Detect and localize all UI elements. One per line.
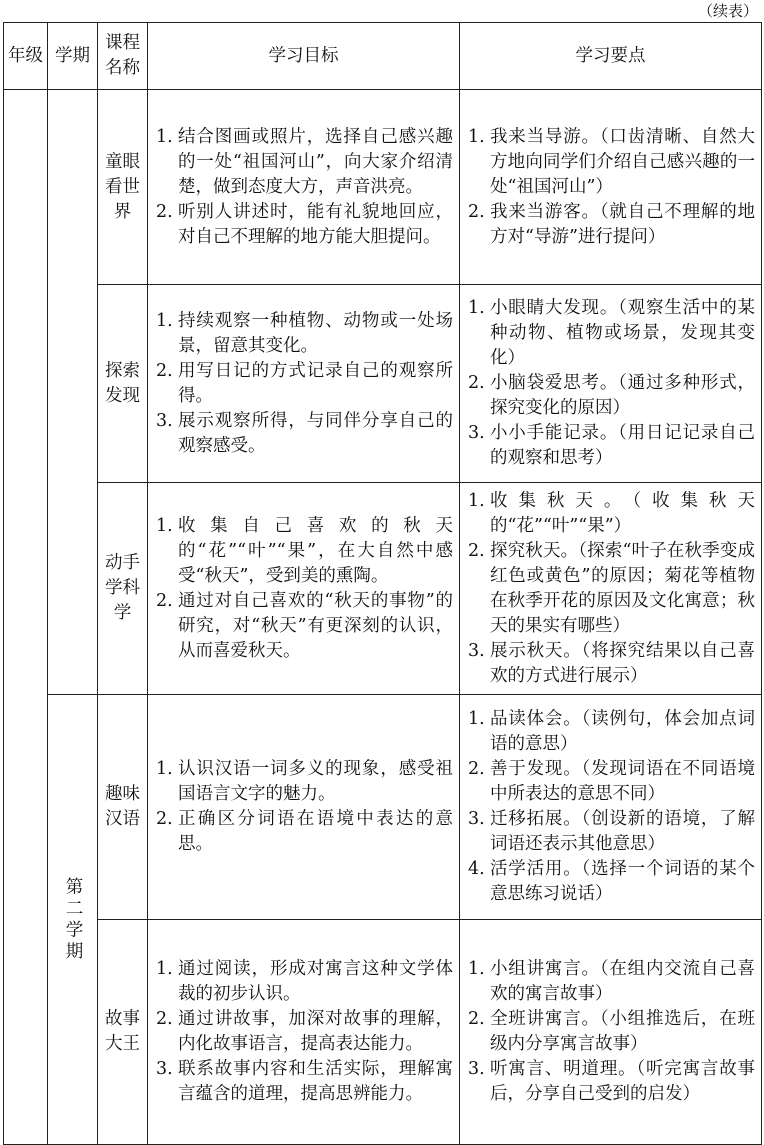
item-number: 1.	[468, 298, 485, 318]
points-cell	[460, 483, 762, 695]
item-number: 1.	[156, 126, 173, 147]
item-number: 2.	[156, 201, 173, 222]
item-text: 收集自己喜欢的秋天的“花”“叶”“果”，在大自然中感受“秋天”，受到美的熏陶。	[178, 515, 453, 586]
item-number: 1.	[468, 490, 485, 511]
list-item	[468, 371, 755, 421]
list-item	[468, 200, 755, 250]
list-item	[468, 757, 755, 807]
item-text: 用写日记的方式记录自己的观察所得。	[178, 360, 453, 406]
item-text: 我来当游客。（就自己不理解的地方对“导游”进行提问）	[490, 201, 755, 247]
item-number: 3.	[468, 809, 485, 829]
goals-cell	[148, 920, 460, 1145]
item-text: 通过对自己喜欢的“秋天的事物”的研究，对“秋天”有更深刻的认识，从而喜爱秋天。	[178, 590, 453, 661]
term2-label: 第二学期	[63, 876, 83, 963]
list-item	[156, 309, 453, 359]
item-number: 2.	[156, 590, 173, 611]
table-row	[4, 695, 762, 920]
course-name: 童眼看世界	[98, 90, 148, 285]
goals-cell	[148, 90, 460, 285]
item-text: 通过讲故事，加深对故事的理解，内化故事语言，提高表达能力。	[178, 1009, 453, 1054]
item-text: 正确区分词语在语境中表达的意思。	[178, 809, 453, 854]
item-number: 2.	[156, 360, 173, 381]
item-text: 善于发现。（发现词语在不同语境中所表达的意思不同）	[490, 759, 755, 804]
table-row	[4, 285, 762, 483]
list-item	[156, 359, 453, 409]
item-text: 我来当导游。（口齿清晰、自然大方地向同学们介绍自己感兴趣的一处“祖国河山”）	[490, 126, 755, 197]
item-number: 1.	[468, 959, 485, 979]
item-number: 2.	[468, 759, 485, 779]
item-number: 2.	[468, 1009, 485, 1029]
list-item	[156, 589, 453, 664]
list-item	[156, 1007, 453, 1057]
list-item	[156, 514, 453, 589]
list-item	[468, 1057, 755, 1107]
list-item	[468, 957, 755, 1007]
item-number: 3.	[156, 1059, 173, 1079]
item-number: 2.	[468, 201, 485, 222]
item-number: 2.	[156, 809, 173, 829]
header-term: 学期	[48, 23, 98, 90]
item-text: 品读体会。（读例句，体会加点词语的意思）	[490, 709, 755, 754]
list-item	[468, 707, 755, 757]
goals-cell	[148, 285, 460, 483]
item-text: 小眼睛大发现。（观察生活中的某种动物、植物或场景，发现其变化）	[490, 298, 755, 368]
list-item	[468, 539, 755, 639]
item-text: 听寓言、明道理。（听完寓言故事后，分享自己受到的启发）	[490, 1059, 755, 1104]
item-text: 认识汉语一词多义的现象，感受祖国语言文字的魅力。	[178, 759, 453, 804]
item-number: 2.	[156, 1009, 173, 1029]
header-points: 学习要点	[460, 23, 762, 90]
header-grade: 年级	[4, 23, 48, 90]
item-number: 1.	[156, 310, 173, 331]
course-name: 动手学科学	[98, 483, 148, 695]
item-text: 活学活用。（选择一个词语的某个意思练习说话）	[490, 859, 755, 904]
item-text: 通过阅读，形成对寓言这种文学体裁的初步认识。	[178, 959, 453, 1004]
list-item	[156, 409, 453, 459]
table-row	[4, 920, 762, 1145]
item-text: 收集秋天。（收集秋天的“花”“叶”“果”）	[490, 490, 755, 536]
item-number: 3.	[156, 410, 173, 431]
course-name: 趣味汉语	[98, 695, 148, 920]
table-row	[4, 90, 762, 285]
item-number: 1.	[156, 959, 173, 979]
item-number: 1.	[156, 515, 173, 536]
list-item	[156, 200, 453, 250]
points-cell	[460, 285, 762, 483]
list-item	[468, 857, 755, 907]
item-text: 小组讲寓言。（在组内交流自己喜欢的寓言故事）	[490, 959, 755, 1004]
curriculum-table	[3, 22, 762, 1145]
item-text: 结合图画或照片，选择自己感兴趣的一处“祖国河山”，向大家介绍清楚，做到态度大方，声音洪亮。	[178, 126, 453, 197]
list-item	[156, 957, 453, 1007]
term1-cell	[48, 90, 98, 695]
item-text: 全班讲寓言。（小组推选后，在班级内分享寓言故事）	[490, 1009, 755, 1054]
item-text: 展示秋天。（将探究结果以自己喜欢的方式进行展示）	[490, 640, 755, 686]
item-number: 2.	[468, 373, 485, 393]
points-cell	[460, 695, 762, 920]
grade-cell	[4, 90, 48, 1145]
list-item	[156, 125, 453, 200]
item-text: 展示观察所得，与同伴分享自己的观察感受。	[178, 410, 453, 456]
list-item	[468, 807, 755, 857]
item-number: 3.	[468, 1059, 485, 1079]
list-item	[156, 807, 453, 857]
course-name: 故事大王	[98, 920, 148, 1145]
points-cell	[460, 90, 762, 285]
continued-label: （续表）	[697, 2, 758, 20]
item-text: 联系故事内容和生活实际，理解寓言蕴含的道理，提高思辨能力。	[178, 1059, 453, 1104]
item-number: 3.	[468, 640, 485, 661]
item-text: 持续观察一种植物、动物或一处场景，留意其变化。	[178, 310, 453, 356]
item-text: 探究秋天。（探索“叶子在秋季变成红色或黄色”的原因；菊花等植物在秋季开花的原因及文化寓意；秋天的果实有哪些）	[490, 540, 755, 636]
item-number: 1.	[468, 709, 485, 729]
list-item	[468, 296, 755, 371]
item-number: 4.	[468, 859, 485, 879]
course-name: 探索发现	[98, 285, 148, 483]
list-item	[468, 125, 755, 200]
item-text: 听别人讲述时，能有礼貌地回应，对自己不理解的地方能大胆提问。	[178, 201, 453, 247]
list-item	[468, 639, 755, 689]
list-item	[156, 1057, 453, 1107]
item-number: 1.	[468, 126, 485, 147]
list-item	[156, 757, 453, 807]
list-item	[468, 421, 755, 471]
table-row	[4, 483, 762, 695]
item-text: 小小手能记录。（用日记记录自己的观察和思考）	[490, 423, 755, 468]
item-text: 小脑袋爱思考。（通过多种形式，探究变化的原因）	[490, 373, 755, 418]
header-goals: 学习目标	[148, 23, 460, 90]
item-text: 迁移拓展。（创设新的语境，了解词语还表示其他意思）	[490, 809, 755, 854]
header-course: 课程名称	[98, 23, 148, 90]
list-item	[468, 1007, 755, 1057]
list-item	[468, 489, 755, 539]
points-cell	[460, 920, 762, 1145]
header-row	[4, 23, 762, 90]
term2-cell	[48, 695, 98, 1145]
item-number: 1.	[156, 759, 173, 779]
goals-cell	[148, 483, 460, 695]
goals-cell	[148, 695, 460, 920]
item-number: 3.	[468, 423, 485, 443]
item-number: 2.	[468, 540, 485, 561]
